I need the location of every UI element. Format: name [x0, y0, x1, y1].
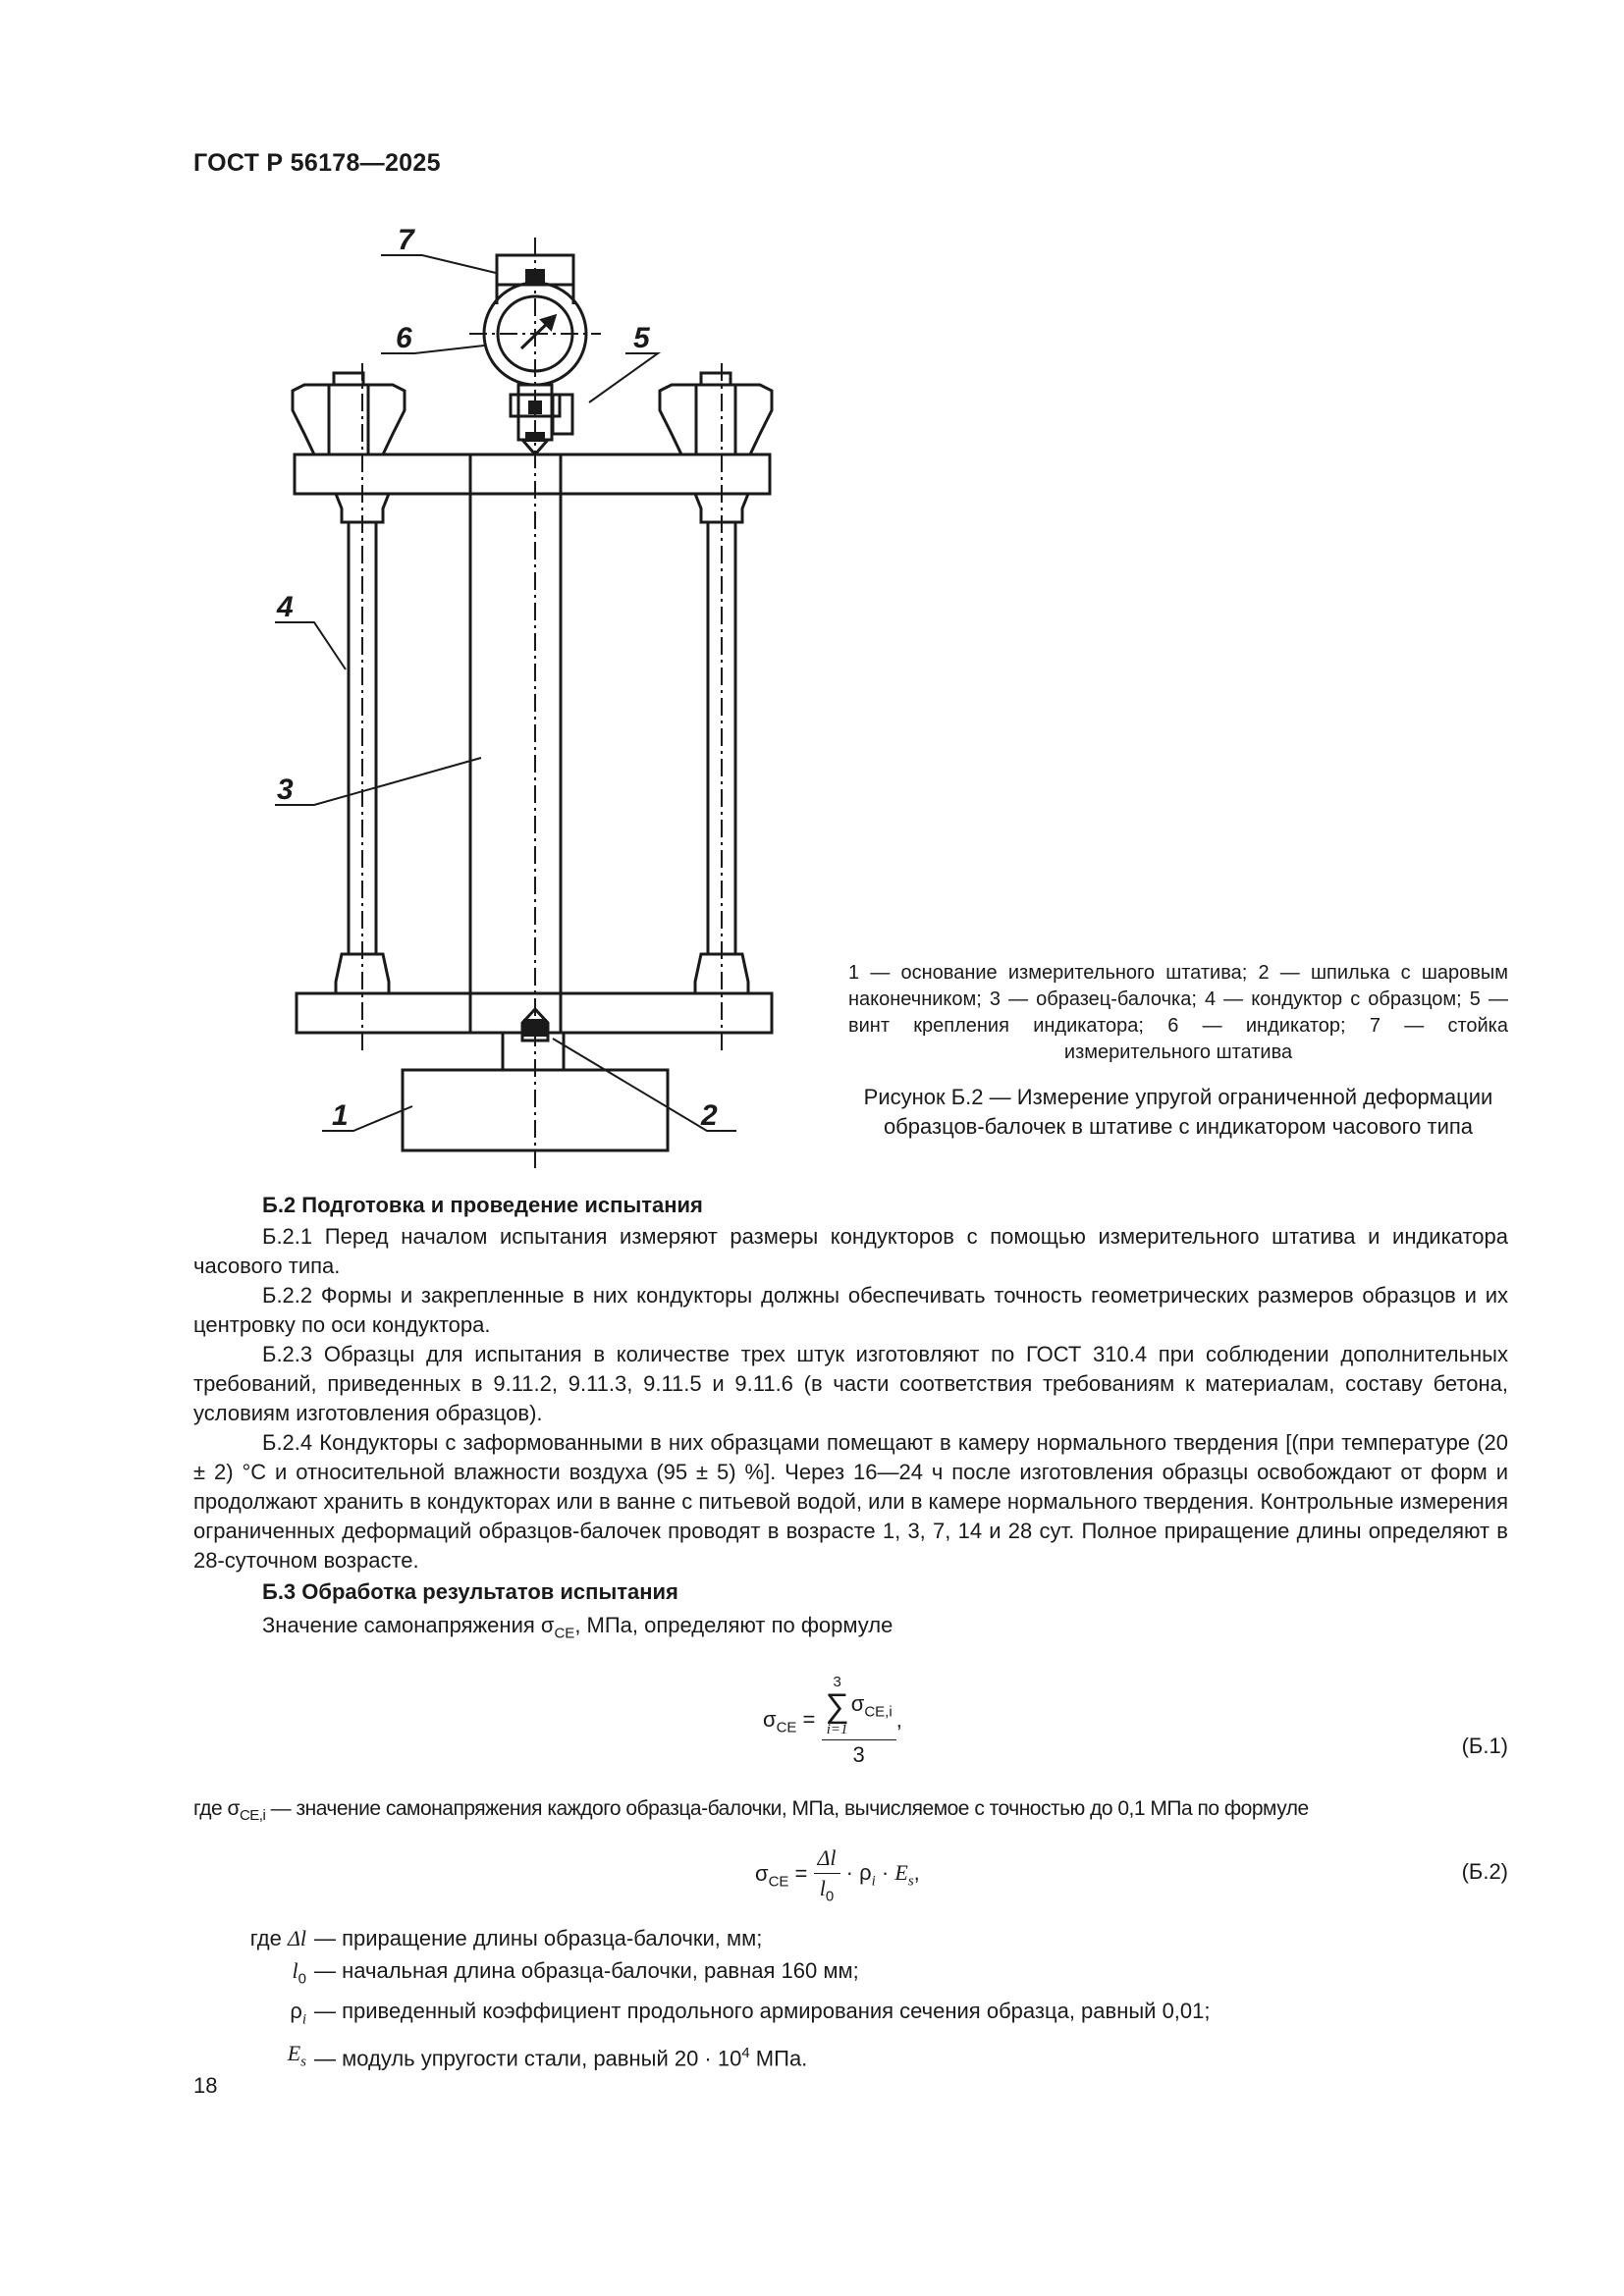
formula-intro: Значение самонапряжения $\sigma_{CE}$, МПа, определяют по формуле — [262, 1613, 893, 1642]
formula-b2: $\sigma_{CE}$ = $\frac{\Delta l}{l_0}$ · $\rho_i \cdot E_s$, (Б.2) — [755, 1845, 1508, 1905]
definition-row: где Δl — приращение длины образца-балочки, мм; — [249, 1926, 763, 1950]
formula-where-1: где $\sigma_{CE,i}$ — значение самонапряжения каждого образца-балочки, МПа, вычисляемое с точностью до 0,1 МПа по формуле — [193, 1797, 1309, 1825]
callout-6: 6 — [396, 322, 412, 354]
paragraph-b2-4: Б.2.4 Кондукторы с заформованными в них образцами помещают в камеру нормального твердения [(при температуре (20 ± 2) °С и относительной влажности воздуха (95 ± 5) %]. Через 16—24 ч после изготовления образцы освобождают от форм и продолжают хранить в кондукторах или в ванне с питьевой водой, или в камере нормального твердения. Контрольные измерения ограниченных деформаций образцов-балочек проводят в возрасте 1, 3, 7, 14 и 28 сут. Полное приращение длины определяют в 28-суточном возрасте. — [193, 1430, 1508, 1573]
callout-4: 4 — [277, 591, 294, 623]
equation-number-b2: (Б.2) — [1461, 1859, 1508, 1884]
page-number: 18 — [193, 2073, 218, 2098]
callout-1: 1 — [332, 1099, 349, 1132]
callout-7: 7 — [398, 226, 414, 256]
callout-3: 3 — [277, 774, 294, 806]
symbol-definitions — [193, 1922, 1211, 2078]
section-heading-b2: Б.2 Подготовка и проведение испытания — [262, 1193, 703, 1217]
figure-legend: 1 — основание измерительного штатива; 2 — шпилька с шаровым наконечником; 3 — образец-балочка; 4 — кондуктор с образцом; 5 — винт крепления индикатора; 6 — индикатор; 7 — стойка измерительного штатива — [848, 962, 1508, 1063]
callout-5: 5 — [633, 322, 650, 354]
paragraph-b2-1: Б.2.1 Перед началом испытания измеряют размеры кондукторов с помощью измерительного штатива и индикатора часового типа. — [193, 1224, 1508, 1278]
figure-measuring-stand — [275, 226, 815, 1168]
specimen-beam — [470, 494, 561, 993]
callout-2: 2 — [701, 1099, 718, 1132]
figure-caption: Рисунок Б.2 — Измерение упругой ограниченной деформации образцов-балочек в штативе с индикатором часового типа — [863, 1085, 1493, 1139]
definition-row: $\rho_i$ — приведенный коэффициент продольного армирования сечения образца, равный 0,01; — [290, 1999, 1211, 2028]
equation-number-b1: (Б.1) — [1461, 1734, 1508, 1758]
document-header: ГОСТ Р 56178—2025 — [193, 149, 441, 177]
section-b2 — [193, 1191, 1508, 1648]
paragraph-b2-3: Б.2.3 Образцы для испытания в количестве трех штук изготовляют по ГОСТ 310.4 при соблюдении дополнительных требований, приведенных в 9.11.2, 9.11.3, 9.11.5 и 9.11.6 (в части соответствия требованиям к материалам, составу бетона, условиям изготовления образцов). — [193, 1342, 1508, 1425]
paragraph-b2-2: Б.2.2 Формы и закрепленные в них кондукторы должны обеспечивать точность геометрических размеров образцов и их центровку по оси кондуктора. — [193, 1283, 1508, 1337]
formula-b1: $\sigma_{CE}$ = 3 ∑ i=1 $\sigma_{CE,i}$ 3 , (Б.1) — [763, 1674, 1508, 1767]
definition-row: $E_s$ — модуль упругости стали, равный $20 \cdot 10^4$ МПа. — [287, 2040, 808, 2071]
definition-row: $l_0$ — начальная длина образца-балочки, равная 160 мм; — [292, 1958, 859, 1988]
section-heading-b3: Б.3 Обработка результатов испытания — [262, 1579, 678, 1604]
top-plate — [295, 454, 770, 494]
